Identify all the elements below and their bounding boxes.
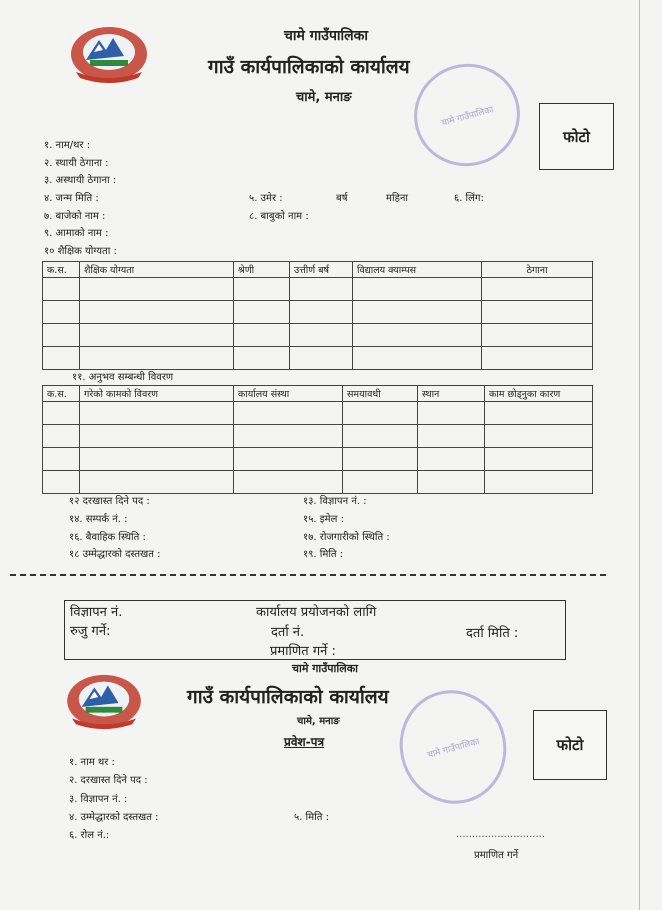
table-header: काम छोड्नुका कारण bbox=[485, 386, 593, 402]
table-row[interactable] bbox=[43, 347, 593, 370]
admit-field-name: १. नाम थर : bbox=[69, 757, 115, 768]
field-mother: ९. आमाको नाम : bbox=[44, 228, 109, 239]
education-header-row bbox=[43, 262, 593, 278]
office-use-title: कार्यालय प्रयोजनको लागि bbox=[256, 605, 377, 620]
cut-line bbox=[10, 574, 606, 576]
admit-card-title: प्रवेश-पत्र bbox=[284, 735, 325, 749]
admit-office-title: गाउँ कार्यपालिकाको कार्यालय bbox=[187, 686, 389, 708]
signature-line: ............................ bbox=[456, 829, 546, 840]
field-post-applied: १२ दरखास्त दिने पद : bbox=[69, 496, 150, 507]
table-header: कार्यालय संस्था bbox=[234, 386, 343, 402]
table-header: गरेको कामको विवरण bbox=[80, 386, 234, 402]
page-edge bbox=[639, 0, 640, 910]
office-reg-date: दर्ता मिति : bbox=[466, 626, 519, 641]
field-gender: ६. लिंग: bbox=[454, 193, 484, 204]
field-months: महिना bbox=[386, 193, 409, 204]
table-header: क.स. bbox=[43, 386, 80, 402]
table-header: स्थान bbox=[418, 386, 485, 402]
admit-municipality: चामे गाउँपालिका bbox=[292, 662, 359, 675]
experience-header-row bbox=[43, 386, 593, 402]
office-checked: रुजु गर्ने: bbox=[70, 624, 111, 639]
location-title: चामे, मनाङ bbox=[296, 90, 352, 105]
field-years: बर्ष bbox=[336, 193, 348, 204]
field-grandfather: ७. बाजेको नाम : bbox=[44, 211, 106, 222]
field-temporary-address: ३. अस्थायी ठेगाना : bbox=[44, 175, 117, 186]
table-row[interactable] bbox=[43, 324, 593, 347]
table-header: श्रेणी bbox=[234, 262, 290, 278]
table-header: समयावधी bbox=[343, 386, 418, 402]
photo-label: फोटो bbox=[563, 127, 590, 146]
table-header: शैक्षिक योग्यता bbox=[80, 262, 234, 278]
field-education: १० शैक्षिक योग्यता : bbox=[44, 246, 117, 257]
nepal-emblem-icon bbox=[62, 670, 146, 732]
admit-location: चामे, मनाङ bbox=[297, 716, 340, 727]
office-verified: प्रमाणित गर्ने : bbox=[270, 644, 336, 659]
office-ad-no: विज्ञापन नं. bbox=[70, 605, 123, 620]
table-header: उत्तीर्ण बर्ष bbox=[290, 262, 353, 278]
admit-field-roll: ६. रोल नं.: bbox=[69, 830, 110, 841]
verifier-label: प्रमाणित गर्ने bbox=[474, 850, 519, 861]
admit-field-date: ५. मिति : bbox=[294, 812, 329, 823]
table-row[interactable] bbox=[43, 301, 593, 324]
table-row[interactable] bbox=[43, 425, 593, 448]
table-row[interactable] bbox=[43, 402, 593, 425]
table-header: क.स. bbox=[43, 262, 80, 278]
nepal-emblem-icon bbox=[66, 22, 152, 86]
experience-title: ११. अनुभव सम्बन्धी विवरण bbox=[72, 372, 174, 383]
admit-field-post: २. दरखास्त दिने पद : bbox=[69, 775, 148, 786]
photo-box bbox=[539, 103, 614, 170]
field-age: ५. उमेर : bbox=[249, 193, 283, 204]
field-date: १९. मिति : bbox=[303, 549, 344, 560]
field-father: ८. बाबुको नाम : bbox=[249, 211, 309, 222]
office-stamp: चामे गाउँपालिका bbox=[403, 52, 532, 178]
experience-table bbox=[42, 385, 593, 494]
municipality-title: चामे गाउँपालिका bbox=[284, 28, 369, 44]
admit-photo-box bbox=[533, 710, 607, 780]
field-permanent-address: २. स्थायी ठेगाना : bbox=[44, 158, 109, 169]
table-row[interactable] bbox=[43, 448, 593, 471]
field-ad-number: १३. विज्ञापन नं. : bbox=[303, 496, 367, 507]
admit-field-ad-no: ३. विज्ञापन नं. : bbox=[69, 794, 128, 805]
admit-office-stamp: चामे गाउँपालिका bbox=[387, 678, 519, 816]
admit-field-signature: ४. उम्मेद्धारको दस्तखत : bbox=[69, 812, 159, 823]
table-row[interactable] bbox=[43, 471, 593, 494]
field-dob: ४. जन्म मिति : bbox=[44, 193, 99, 204]
table-row[interactable] bbox=[43, 278, 593, 301]
education-table bbox=[42, 261, 593, 370]
office-title: गाउँ कार्यपालिकाको कार्यालय bbox=[208, 56, 410, 78]
field-email: १५. इमेल : bbox=[303, 514, 344, 525]
table-header: विद्यालय क्याम्पस bbox=[353, 262, 482, 278]
field-contact: १४. सम्पर्क नं. : bbox=[69, 514, 128, 525]
field-name: १. नाम/थर : bbox=[44, 140, 91, 151]
field-signature: १८ उम्मेद्धारको दस्तखत : bbox=[69, 549, 161, 560]
admit-photo-label: फोटो bbox=[556, 736, 584, 754]
field-employment: १७. रोजगारीको स्थिति : bbox=[303, 532, 390, 543]
table-header: ठेगाना bbox=[482, 262, 593, 278]
field-marital: १६. बैवाहिक स्थिति : bbox=[69, 532, 146, 543]
office-reg-no: दर्ता नं. bbox=[271, 625, 305, 640]
